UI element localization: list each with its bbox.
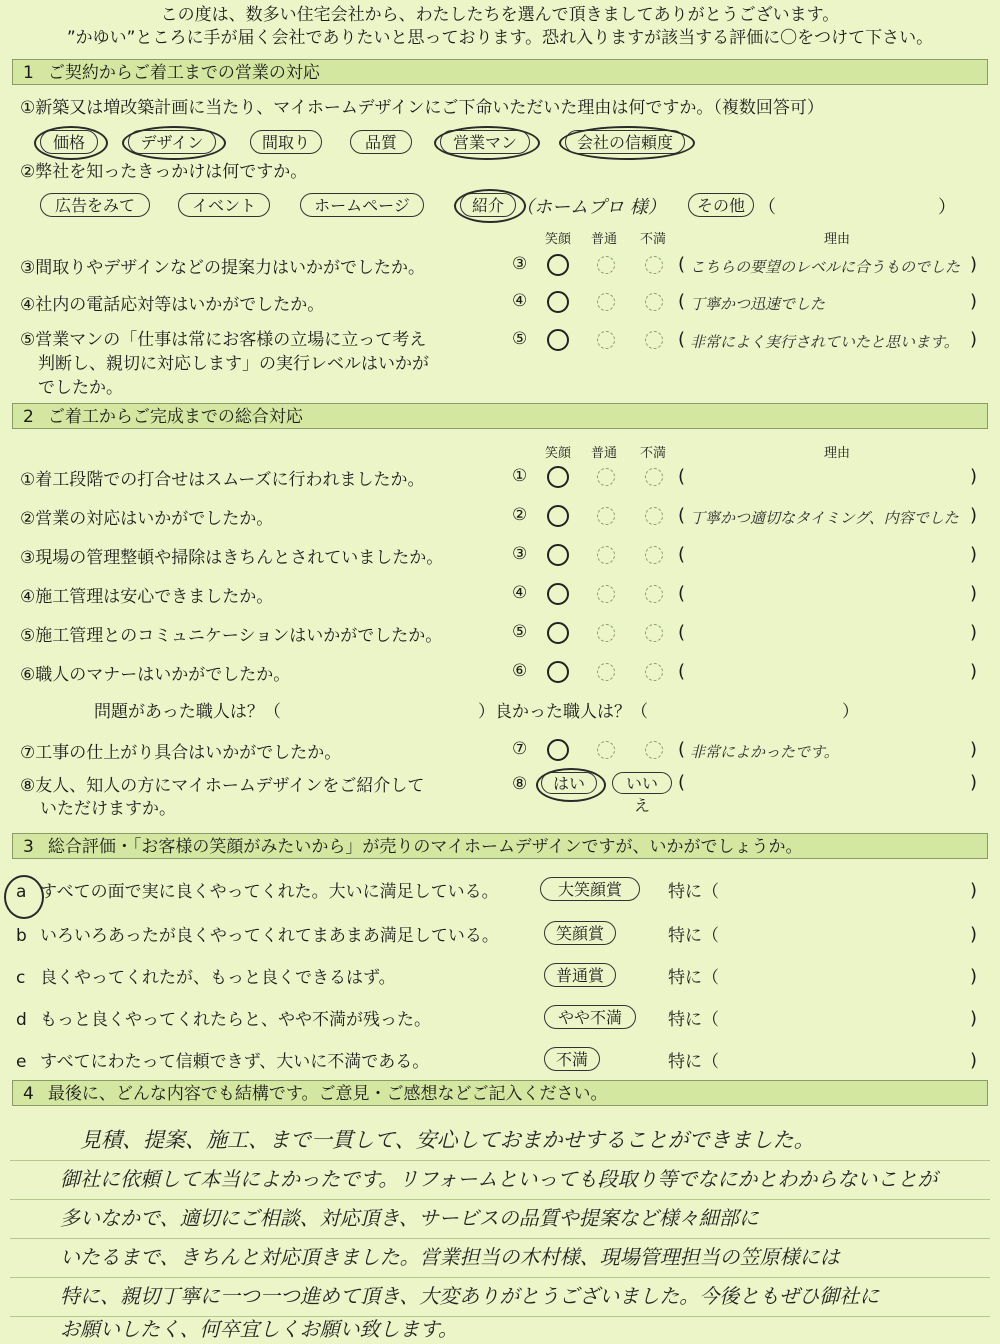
hand-circle-sales [434,126,540,160]
s2-q5-normal[interactable] [597,624,615,642]
s1-col-reason: 理由 [824,232,851,247]
intro-line-2: ”かゆい”ところに手が届く会社でありたいと思っております。恐れ入りますが該当する評価に〇をつけて下さい。 [66,28,934,48]
s2-q2-paren-close: ) [970,505,978,526]
bad-worker-label: 問題があった職人は？（ [94,702,281,722]
s2-q1-smile[interactable] [547,466,569,488]
s2-q3-text: ③現場の管理整頓や掃除はきちんとされていましたか。 [20,548,444,568]
s2-q1-paren-close: ) [970,466,978,487]
section-4-number: 4 [23,1084,34,1104]
award-a[interactable]: 大笑顔賞 [540,877,640,901]
s3-row-e-letter: e [16,1052,27,1072]
reason-option-price[interactable]: 価格 [40,130,98,154]
s2-q5-bad[interactable] [645,624,663,642]
s3-row-a-text: すべての面で実に良くやってくれた。大いに満足している。 [40,882,499,902]
s1-q4-reason: 丁寧かつ迅速でした [690,295,826,313]
comment-line-4: いたるまで、きちんと対応頂きました。営業担当の木村様、現場管理担当の笠原様には [60,1245,840,1269]
good-worker-paren-close: ） [842,702,859,722]
comment-line-3: 多いなかで、適切にご相談、対応頂き、サービスの品質や提案など様々細部に [60,1206,759,1230]
q8-yes[interactable]: はい [541,772,597,794]
s2-q3-normal[interactable] [597,546,615,564]
s2-q8-text-1: ⑧友人、知人の方にマイホームデザインをご紹介して [20,776,425,796]
s2-q7-normal[interactable] [597,741,615,759]
s2-q1-normal[interactable] [597,468,615,486]
section-1-title: ご契約からご着工までの営業の対応 [47,63,320,83]
section-1-header [12,59,988,85]
s3-row-e-especially: 特に（ [668,1052,719,1072]
s2-q7-paren-open: ( [678,739,686,760]
s3-row-c-letter: c [16,968,26,988]
s2-q3-bad[interactable] [645,546,663,564]
s2-q6-text: ⑥職人のマナーはいかがでしたか。 [20,665,291,685]
s2-q7-smile[interactable] [547,739,569,761]
s2-q7-paren-close: ) [970,739,978,760]
reason-option-trust[interactable]: 会社の信頼度 [565,130,685,154]
s2-q7-text: ⑦工事の仕上がり具合はいかがでしたか。 [20,743,342,763]
s3-row-d-text: もっと良くやってくれたらと、やや不満が残った。 [40,1010,431,1030]
section-1-number: 1 [23,63,34,83]
s1-q4-num: ④ [512,291,528,311]
s2-q2-text: ②営業の対応はいかがでしたか。 [20,509,274,529]
award-e[interactable]: 不満 [544,1047,600,1071]
s2-q8-paren-open: ( [678,772,686,793]
s1-q3-paren-close: ) [970,254,978,275]
s1-q5-reason: 非常によく実行されていたと思います。 [690,333,959,351]
s1-q5-paren-open: ( [678,329,686,350]
s1-q4-bad[interactable] [645,293,663,311]
s2-q8-text-2: いただけますか。 [40,799,176,819]
s2-q2-paren-open: ( [678,505,686,526]
s3-row-c-text: 良くやってくれたが、もっと良くできるはず。 [40,968,396,988]
hand-circle-trust [559,126,695,160]
s2-q6-normal[interactable] [597,663,615,681]
s3-row-a-especially: 特に（ [668,882,719,902]
s1-q3-text: ③間取りやデザインなどの提案力はいかがでしたか。 [20,258,426,278]
s3-row-a-paren-close: ) [970,880,978,901]
comment-ruled-line-4 [10,1277,990,1278]
s2-q4-num: ④ [512,583,528,603]
s2-q1-paren-open: ( [678,466,686,487]
comment-line-2: 御社に依頼して本当によかったです。リフォームといっても段取り等でなにかとわからないことが [60,1167,938,1191]
s1-col-dissatisfied: 不満 [640,232,667,247]
s1-q5-text-2: 判断し、親切に対応します」の実行レベルはいかが [38,354,429,374]
s2-q5-paren-open: ( [678,622,686,643]
s2-q3-smile[interactable] [547,544,569,566]
s2-col-dissatisfied: 不満 [640,446,667,461]
s3-row-b-especially: 特に（ [668,926,719,946]
comment-line-5: 特に、親切丁寧に一つ一つ進めて頂き、大変ありがとうございました。今後ともぜひ御社に [60,1284,880,1308]
referral-name: （ホームプロ 様） [516,197,666,218]
s2-q5-num: ⑤ [512,622,528,642]
s1-q3-bad[interactable] [645,256,663,274]
s2-q4-paren-close: ) [970,583,978,604]
other-paren: （ ） [758,197,956,218]
s3-row-c-paren-close: ) [970,966,978,987]
s3-row-b-letter: b [16,926,27,946]
hand-circle-yes [536,768,606,802]
comment-ruled-line-3 [10,1238,990,1239]
s2-q7-reason: 非常によかったです。 [690,743,839,761]
hand-circle-design [122,126,226,160]
s3-row-d-paren-close: ) [970,1008,978,1029]
reason-option-sales[interactable]: 営業マン [440,130,530,154]
s2-q1-num: ① [512,466,528,486]
s1-q3-num: ③ [512,254,528,274]
s1-q2-text: ②弊社を知ったきっかけは何ですか。 [20,162,308,182]
section-2-title: ご着工からご完成までの総合対応 [47,407,303,427]
s3-row-e-paren-close: ) [970,1050,978,1071]
s3-row-e-text: すべてにわたって信頼できず、大いに不満である。 [40,1052,430,1072]
hand-circle-price [34,126,108,160]
award-c[interactable]: 普通賞 [544,963,616,987]
comment-ruled-line-2 [10,1199,990,1200]
s2-q6-paren-open: ( [678,661,686,682]
source-option-event[interactable]: イベント [178,193,270,217]
good-worker-label: ）良かった職人は？（ [478,702,648,722]
s1-q3-smile[interactable] [547,254,569,276]
s2-q5-text: ⑤施工管理とのコミュニケーションはいかがでしたか。 [20,626,443,646]
s1-q4-normal[interactable] [597,293,615,311]
s2-q5-smile[interactable] [547,622,569,644]
comment-line-1: 見積、提案、施工、まで一貫して、安心しておまかせすることができました。 [80,1128,815,1152]
s1-q5-paren-close: ) [970,329,978,350]
section-3-title: 総合評価・「お客様の笑顔がみたいから」が売りのマイホームデザインですが、いかがでしょうか。 [47,837,803,857]
s3-row-b-paren-close: ) [970,924,978,945]
source-option-other[interactable]: その他 [688,193,754,217]
s2-q2-smile[interactable] [547,505,569,527]
source-option-ad[interactable]: 広告をみて [40,193,150,217]
s1-q5-bad[interactable] [645,331,663,349]
reason-option-quality[interactable]: 品質 [350,130,412,154]
s1-q5-text-3: でしたか。 [38,378,123,398]
intro-line-1: この度は、数多い住宅会社から、わたしたちを選んで頂きましてありがとうございます。 [160,5,840,25]
s2-q6-paren-close: ) [970,661,978,682]
s2-q4-smile[interactable] [547,583,569,605]
s1-q4-smile[interactable] [547,291,569,313]
s2-q3-num: ③ [512,544,528,564]
s2-col-normal: 普通 [591,446,618,461]
s1-q3-normal[interactable] [597,256,615,274]
s1-col-normal: 普通 [591,232,618,247]
s1-q5-normal[interactable] [597,331,615,349]
source-option-referral[interactable]: 紹介 [460,193,516,217]
s1-q3-paren-open: ( [678,254,686,275]
award-d[interactable]: やや不満 [544,1005,636,1029]
s2-q8-num: ⑧ [512,774,528,794]
s2-q1-text: ①着工段階での打合せはスムーズに行われましたか。 [20,470,425,490]
s2-q6-smile[interactable] [547,661,569,683]
s2-q6-num: ⑥ [512,661,528,681]
s2-q7-bad[interactable] [645,741,663,759]
source-option-homepage[interactable]: ホームページ [300,193,424,217]
s3-row-d-especially: 特に（ [668,1010,719,1030]
award-b[interactable]: 笑顔賞 [544,921,616,945]
s2-q4-paren-open: ( [678,583,686,604]
s2-q5-paren-close: ) [970,622,978,643]
s1-q5-text-1: ⑤営業マンの「仕事は常にお客様の立場に立って考え [20,330,427,350]
s2-q4-bad[interactable] [645,585,663,603]
s1-col-smile: 笑顔 [545,232,572,247]
comment-ruled-line-1 [10,1160,990,1161]
s2-q2-bad[interactable] [645,507,663,525]
s1-q5-smile[interactable] [547,329,569,351]
s2-q1-bad[interactable] [645,468,663,486]
reason-option-floorplan[interactable]: 間取り [250,130,322,154]
section-3-number: 3 [23,837,34,857]
s2-q6-bad[interactable] [645,663,663,681]
s2-q4-normal[interactable] [597,585,615,603]
s2-q8-paren-close: ) [970,772,978,793]
q8-no[interactable]: いいえ [612,772,672,794]
s2-q2-normal[interactable] [597,507,615,525]
s2-col-smile: 笑顔 [545,446,572,461]
section-2-header [12,403,988,429]
s1-q5-num: ⑤ [512,329,528,349]
s3-row-d-letter: d [16,1010,27,1030]
s3-row-c-especially: 特に（ [668,968,719,988]
comment-line-6: お願いしたく、何卒宜しくお願い致します。 [60,1317,458,1341]
section-2-number: 2 [23,407,34,427]
s3-row-b-text: いろいろあったが良くやってくれてまあまあ満足している。 [40,926,499,946]
s2-q7-num: ⑦ [512,739,528,759]
s1-q4-paren-open: ( [678,291,686,312]
s2-q4-text: ④施工管理は安心できましたか。 [20,587,274,607]
s2-q3-paren-open: ( [678,544,686,565]
reason-option-design[interactable]: デザイン [128,130,216,154]
s1-q3-reason: こちらの要望のレベルに合うものでした [690,258,961,276]
s1-q1-text: ①新築又は増改築計画に当たり、マイホームデザインにご下命いただいた理由は何ですか。（複数回答可） [20,98,824,118]
section-3-header [12,833,988,859]
s1-q4-paren-close: ) [970,291,978,312]
section-4-header [12,1080,988,1106]
s2-q2-num: ② [512,505,528,525]
s2-col-reason: 理由 [824,446,851,461]
s2-q3-paren-close: ) [970,544,978,565]
s3-row-a-letter: a [16,882,27,902]
s2-q2-reason: 丁寧かつ適切なタイミング、内容でした [690,509,959,527]
s1-q4-text: ④社内の電話応対等はいかがでしたか。 [20,295,325,315]
section-4-title: 最後に、どんな内容でも結構です。ご意見・ご感想などご記入ください。 [47,1084,608,1104]
